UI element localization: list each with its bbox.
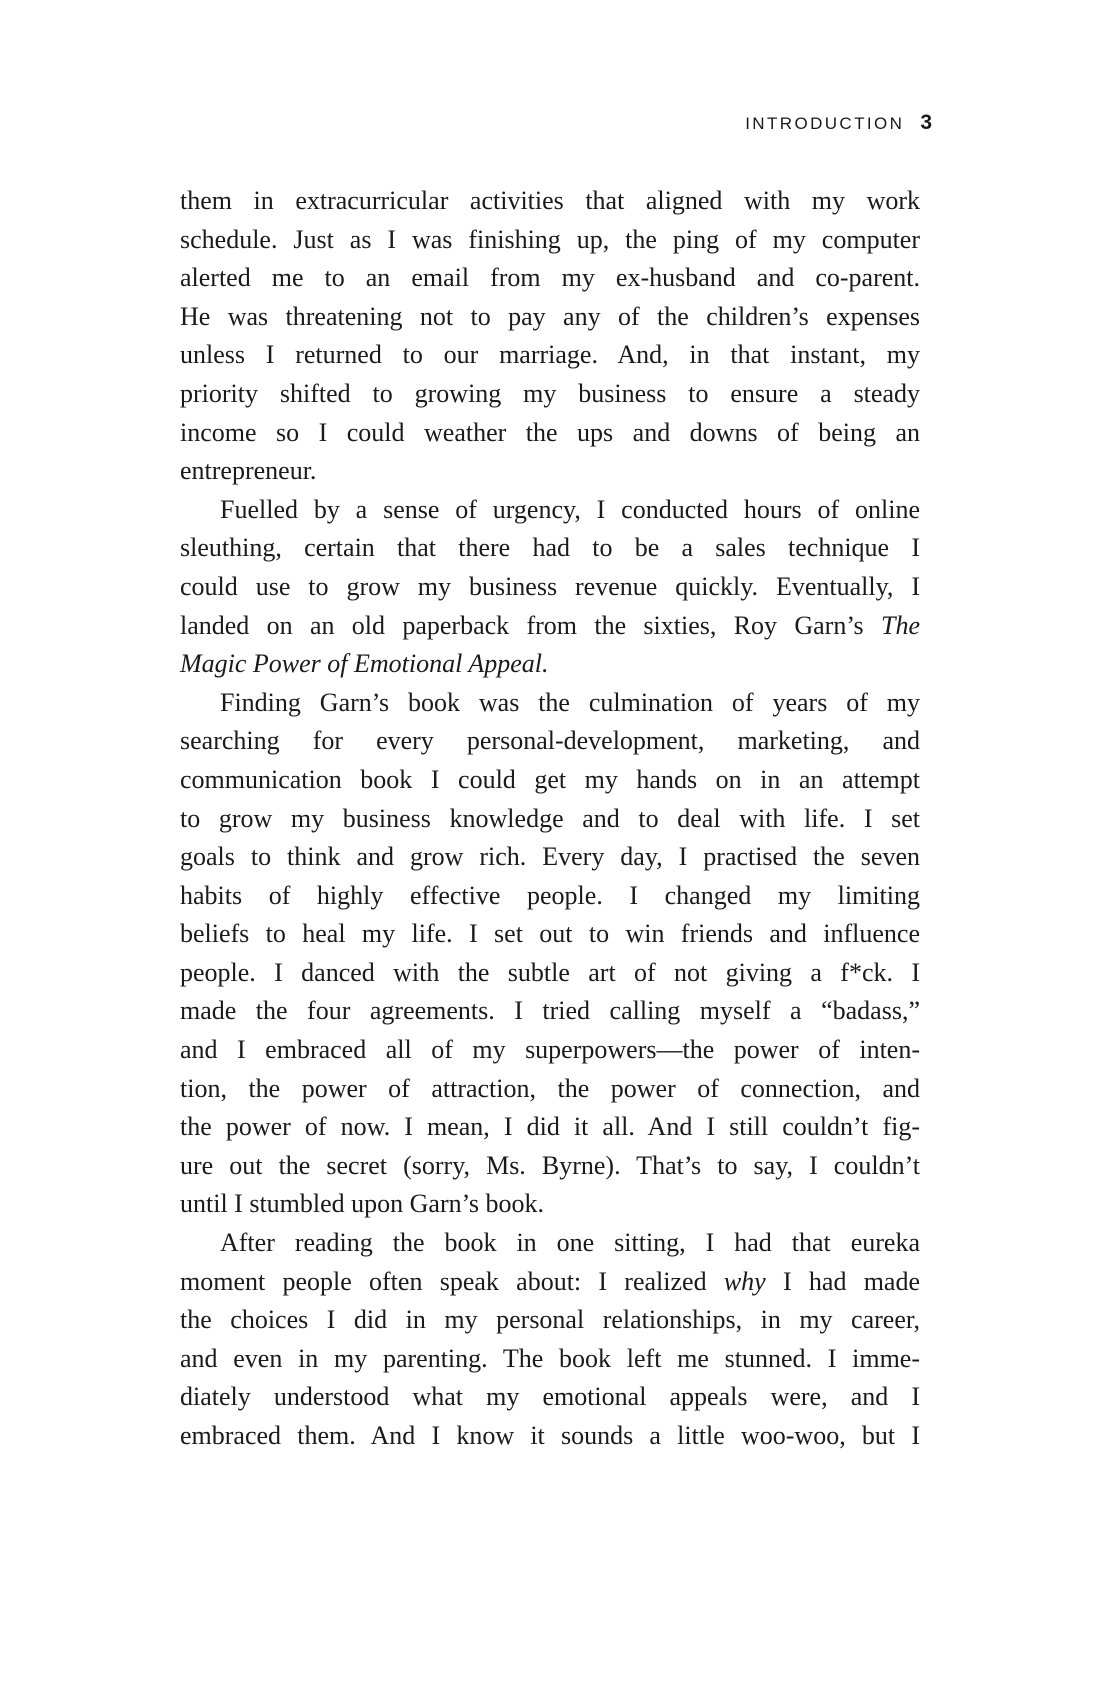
running-head bbox=[180, 112, 932, 135]
text-line: entrepreneur. bbox=[180, 456, 317, 486]
text-line: After reading the book in one sitting, I had that eureka bbox=[220, 1228, 920, 1258]
text-line: goals to think and grow rich. Every day, I practised the seven bbox=[180, 842, 920, 872]
body-text bbox=[180, 182, 920, 1456]
text-line: and I embraced all of my superpowers—the power of inten- bbox=[180, 1035, 920, 1065]
text-line: them in extracurricular activities that aligned with my work bbox=[180, 186, 920, 215]
text-span: moment people often speak about: I realized bbox=[180, 1266, 707, 1296]
text-line: the choices I did in my personal relationships, in my career, bbox=[180, 1305, 920, 1335]
text-line: priority shifted to growing my business to ensure a steady bbox=[180, 378, 920, 408]
text-line: diately understood what my emotional appeals were, and I bbox=[180, 1382, 920, 1412]
text-line: Fuelled by a sense of urgency, I conducted hours of online bbox=[220, 494, 920, 524]
text-span: I had made bbox=[783, 1266, 921, 1296]
text-line: unless I returned to our marriage. And, in that instant, my bbox=[180, 340, 920, 370]
text-line: beliefs to heal my life. I set out to win friends and influence bbox=[180, 919, 920, 949]
text-line bbox=[180, 1263, 920, 1302]
text-line: habits of highly effective people. I changed my limiting bbox=[180, 880, 920, 910]
text-line: alerted me to an email from my ex-husband and co-parent. bbox=[180, 263, 920, 293]
text-span: landed on an old paperback from the sixties, Roy Garn’s bbox=[180, 610, 864, 640]
book-title-italic: Magic Power of Emotional Appeal. bbox=[180, 649, 549, 679]
page-number: 3 bbox=[920, 111, 932, 134]
text-line: communication book I could get my hands on in an attempt bbox=[180, 764, 920, 794]
text-line: could use to grow my business revenue quickly. Eventually, I bbox=[180, 571, 920, 601]
text-line: Finding Garn’s book was the culmination of years of my bbox=[220, 687, 920, 717]
text-line: ure out the secret (sorry, Ms. Byrne). That’s to say, I couldn’t bbox=[180, 1150, 920, 1180]
text-line: tion, the power of attraction, the power of connection, and bbox=[180, 1073, 920, 1103]
text-line: to grow my business knowledge and to deal with life. I set bbox=[180, 803, 920, 833]
text-line: sleuthing, certain that there had to be a sales technique I bbox=[180, 533, 920, 563]
text-line: He was threatening not to pay any of the children’s expenses bbox=[180, 301, 920, 331]
emphasis-italic: why bbox=[723, 1266, 766, 1296]
text-line bbox=[180, 645, 920, 684]
text-line: the power of now. I mean, I did it all. And I still couldn’t fig- bbox=[180, 1112, 920, 1142]
section-title: INTRODUCTION bbox=[745, 114, 905, 133]
text-line: schedule. Just as I was finishing up, the ping of my computer bbox=[180, 224, 920, 254]
text-line: people. I danced with the subtle art of not giving a f*ck. I bbox=[180, 957, 920, 987]
text-line: searching for every personal-development, marketing, and bbox=[180, 726, 920, 756]
text-line: income so I could weather the ups and downs of being an bbox=[180, 417, 920, 447]
book-title-italic: The bbox=[881, 610, 921, 640]
text-line: embraced them. And I know it sounds a little woo-woo, but I bbox=[180, 1421, 920, 1450]
text-line: and even in my parenting. The book left me stunned. I imme- bbox=[180, 1343, 920, 1373]
text-line bbox=[180, 607, 920, 646]
text-line: until I stumbled upon Garn’s book. bbox=[180, 1189, 544, 1219]
text-line: made the four agreements. I tried calling myself a “badass,” bbox=[180, 996, 920, 1026]
